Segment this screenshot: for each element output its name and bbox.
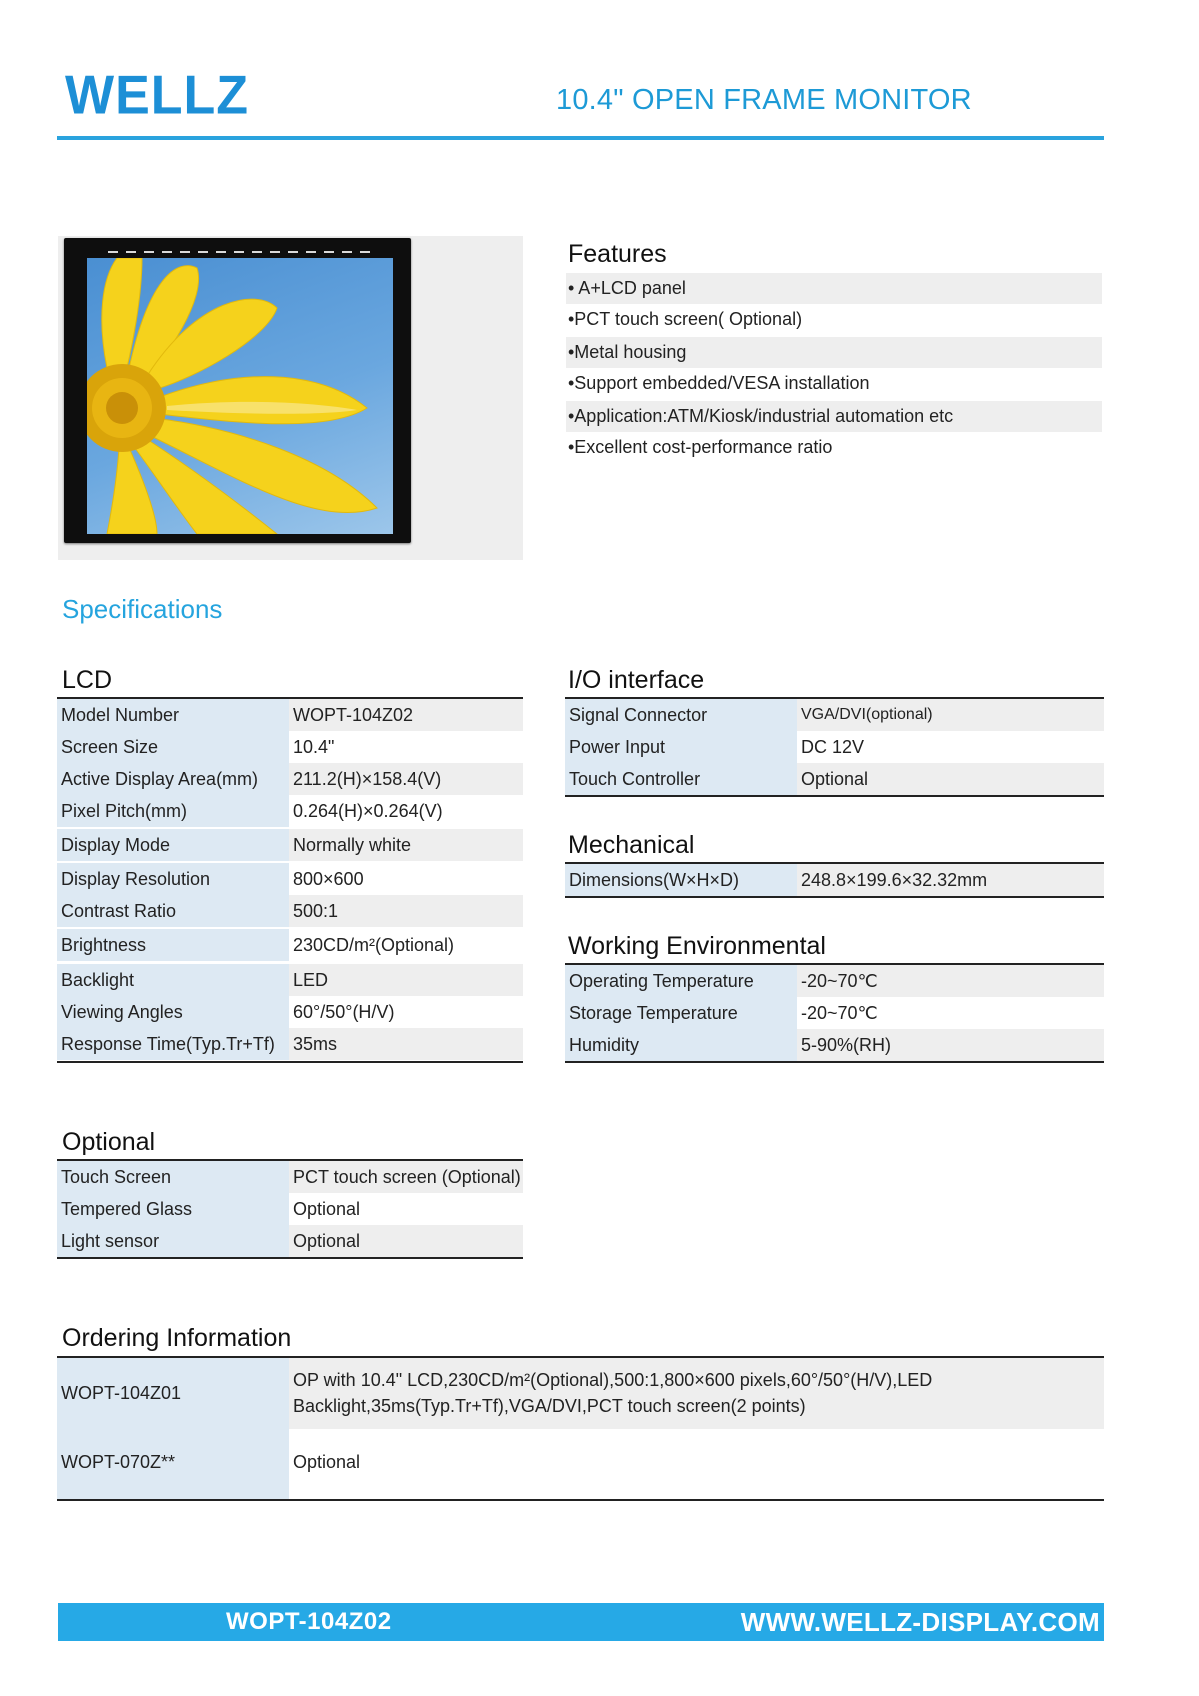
row-label: WOPT-070Z**: [57, 1429, 289, 1499]
row-value: WOPT-104Z02: [289, 699, 523, 731]
header-divider: [57, 136, 1104, 140]
row-label: Touch Controller: [565, 763, 797, 795]
row-value: OP with 10.4" LCD,230CD/m²(Optional),500:1,800×600 pixels,60°/50°(H/V),LED Backlight,35ms(Typ.Tr+Tf),VGA/DVI,PCT touch screen(2 points): [289, 1358, 1104, 1429]
mechanical-heading: Mechanical: [568, 831, 695, 859]
environment-table-bottom-rule: [565, 1061, 1104, 1063]
row-label: Signal Connector: [565, 699, 797, 731]
lcd-heading: LCD: [62, 666, 113, 694]
table-row: [565, 997, 1104, 1029]
row-label: Response Time(Typ.Tr+Tf): [57, 1028, 289, 1060]
optional-heading: Optional: [62, 1128, 156, 1156]
ordering-table-bottom-rule: [57, 1499, 1104, 1501]
row-label: Pixel Pitch(mm): [57, 795, 289, 827]
feature-item: •Application:ATM/Kiosk/industrial automation etc: [566, 401, 1102, 432]
row-label: Power Input: [565, 731, 797, 763]
row-value: LED: [289, 964, 523, 996]
row-label: Humidity: [565, 1029, 797, 1061]
row-label: Active Display Area(mm): [57, 763, 289, 795]
row-label: Touch Screen: [57, 1161, 289, 1193]
table-row: [565, 731, 1104, 763]
brand-logo: WELLZ: [65, 65, 250, 126]
feature-item: •Support embedded/VESA installation: [568, 373, 870, 393]
table-row: [57, 1225, 523, 1257]
table-row: [565, 864, 1104, 896]
table-row: [57, 929, 523, 961]
row-value: 10.4": [293, 737, 335, 757]
table-row: [57, 863, 523, 895]
row-label: Operating Temperature: [565, 965, 797, 997]
table-row: [57, 964, 523, 996]
row-label: Viewing Angles: [57, 996, 289, 1028]
row-value: 35ms: [289, 1028, 523, 1060]
table-row: [57, 1193, 523, 1225]
row-value: -20~70℃: [801, 1003, 878, 1023]
environment-heading: Working Environmental: [568, 932, 826, 960]
footer-model: WOPT-104Z02: [226, 1608, 392, 1635]
row-label: Display Resolution: [57, 863, 289, 895]
row-value: 5-90%(RH): [797, 1029, 1104, 1061]
table-row: [57, 1429, 1104, 1499]
table-row: [57, 1161, 523, 1193]
feature-item: •Excellent cost-performance ratio: [568, 437, 833, 457]
row-value: Optional: [289, 1225, 523, 1257]
table-row: [565, 965, 1104, 997]
specifications-title: Specifications: [62, 594, 223, 624]
table-row: [57, 699, 523, 731]
row-value: Optional: [797, 763, 1104, 795]
features-heading: Features: [568, 240, 667, 268]
row-label: Model Number: [57, 699, 289, 731]
optional-table-bottom-rule: [57, 1257, 523, 1259]
mechanical-table-bottom-rule: [565, 896, 1104, 898]
row-label: Contrast Ratio: [57, 895, 289, 927]
monitor-bezel-strip: [108, 251, 378, 253]
table-row: [57, 895, 523, 927]
row-value: 230CD/m²(Optional): [293, 935, 455, 955]
row-value: VGA/DVI(optional): [797, 699, 1104, 731]
row-label: Storage Temperature: [565, 997, 797, 1029]
table-row: [57, 996, 523, 1028]
feature-item: •PCT touch screen( Optional): [568, 309, 803, 329]
monitor-photo: [64, 238, 411, 543]
row-label: Brightness: [57, 929, 289, 961]
row-value: 248.8×199.6×32.32mm: [797, 864, 1104, 896]
row-label: Display Mode: [57, 829, 289, 861]
row-value: 0.264(H)×0.264(V): [293, 801, 443, 821]
row-value: DC 12V: [801, 737, 865, 757]
row-label: Tempered Glass: [57, 1193, 289, 1225]
table-row: [57, 829, 523, 861]
row-value: 211.2(H)×158.4(V): [289, 763, 523, 795]
table-row: [57, 1358, 1104, 1429]
product-image-panel: [58, 236, 523, 560]
footer-website-link[interactable]: WWW.WELLZ-DISPLAY.COM: [740, 1607, 1100, 1637]
table-row: [565, 763, 1104, 795]
row-label: Dimensions(W×H×D): [565, 864, 797, 896]
row-label: Backlight: [57, 964, 289, 996]
table-row: [57, 763, 523, 795]
row-value: -20~70℃: [797, 965, 1104, 997]
row-value: PCT touch screen (Optional): [289, 1161, 523, 1193]
feature-item: • A+LCD panel: [566, 273, 1102, 304]
table-row: [565, 1029, 1104, 1061]
document-title: 10.4" OPEN FRAME MONITOR: [556, 84, 972, 116]
table-row: [565, 699, 1104, 731]
row-label: Light sensor: [57, 1225, 289, 1257]
table-row: [57, 1028, 523, 1060]
row-value: 800×600: [293, 869, 364, 889]
table-row: [57, 795, 523, 827]
io-table-bottom-rule: [565, 795, 1104, 797]
row-label: Screen Size: [57, 731, 289, 763]
row-value: Optional: [293, 1452, 361, 1472]
row-value: Normally white: [289, 829, 523, 861]
table-row: [57, 731, 523, 763]
footer-bar: [58, 1603, 1104, 1641]
monitor-screen-image: [87, 258, 393, 534]
row-label: WOPT-104Z01: [57, 1358, 289, 1429]
row-value: 60°/50°(H/V): [293, 1002, 395, 1022]
io-heading: I/O interface: [568, 666, 705, 694]
lcd-table-bottom-rule: [57, 1061, 523, 1063]
feature-item: •Metal housing: [566, 337, 1102, 368]
row-value: 500:1: [289, 895, 523, 927]
row-value: Optional: [293, 1199, 361, 1219]
flower-icon: [87, 258, 393, 534]
ordering-heading: Ordering Information: [62, 1324, 292, 1352]
